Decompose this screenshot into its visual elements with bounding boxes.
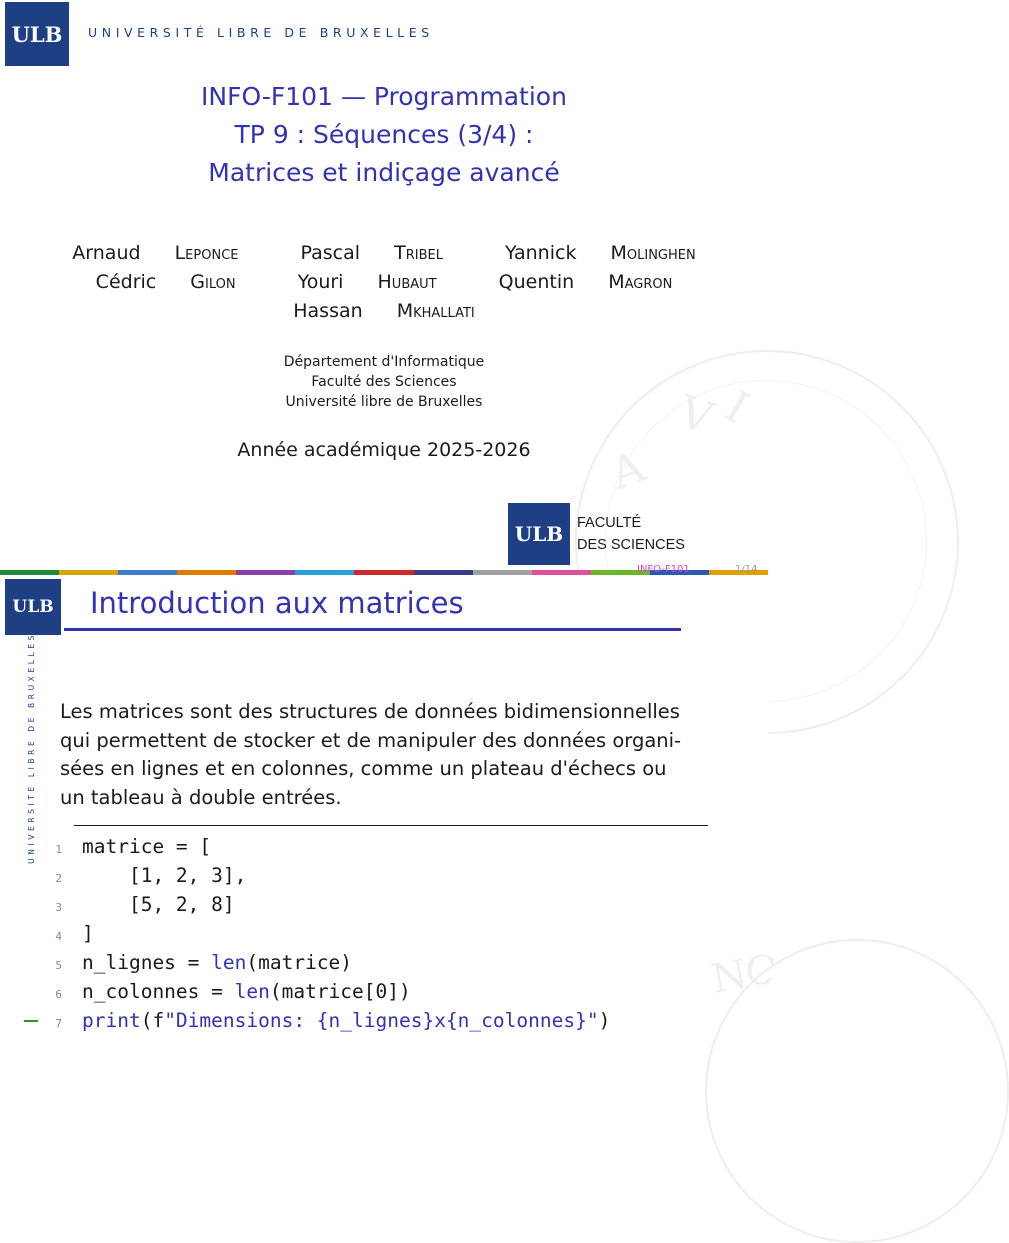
author: Cédric Gilon: [95, 271, 236, 293]
color-bar-segment: [236, 570, 295, 575]
color-bar-segment: [295, 570, 354, 575]
color-bar-segment: [473, 570, 532, 575]
color-bar-segment: [0, 570, 59, 575]
paragraph-line: sées en lignes et en colonnes, comme un plateau d'échecs ou: [60, 757, 667, 780]
author: Arnaud Leponce: [72, 242, 239, 264]
faculty-name-line: FACULTÉ: [577, 515, 642, 531]
title-line-topic: Matrices et indiçage avancé: [208, 158, 560, 187]
ulb-logo: ULB: [5, 2, 69, 66]
code-line: 7 print(f"Dimensions: {n_lignes}x{n_colonnes}"): [55, 1009, 611, 1032]
seal-letter: N: [708, 951, 751, 1003]
academic-year: Année académique 2025-2026: [237, 439, 531, 461]
faculty-line: Faculté des Sciences: [311, 374, 457, 390]
author: Pascal Tribel: [300, 242, 443, 264]
university-name: UNIVERSITÉ LIBRE DE BRUXELLES: [88, 25, 434, 40]
code-line: 4 ]: [55, 922, 94, 945]
color-bar-segment: [118, 570, 177, 575]
code-line: 5 n_lignes = len(matrice): [55, 951, 353, 974]
title-line-course: INFO-F101 — Programmation: [201, 82, 567, 111]
slide-title: [0, 78, 768, 192]
paragraph-line: un tableau à double entrées.: [60, 785, 342, 809]
author: Yannick Molinghen: [505, 242, 696, 264]
page-number: 1/14: [735, 564, 758, 575]
department-info: [0, 352, 768, 412]
code-line: 2 [1, 2, 3],: [55, 864, 247, 887]
ulb-logo: ULB: [5, 579, 61, 635]
university-line: Université libre de Bruxelles: [285, 394, 483, 410]
title-line-tp: TP 9 : Séquences (3/4) :: [234, 120, 534, 149]
seal-letter: A: [604, 441, 652, 500]
faculty-logo: ULB: [508, 503, 570, 565]
color-bar-segment: [414, 570, 473, 575]
footer-course: INFO-F101: [637, 564, 690, 575]
faculty-name: [577, 512, 685, 556]
color-bar-segment: [532, 570, 591, 575]
navigation-marker: [24, 1020, 38, 1022]
content-slide: [0, 576, 779, 1032]
code-listing: [46, 832, 610, 1035]
author: Youri Hubaut: [297, 271, 437, 293]
code-block-top-rule: [74, 825, 708, 826]
seal-letter: I: [716, 381, 757, 434]
code-line: 6 n_colonnes = len(matrice[0]): [55, 980, 411, 1003]
color-bar-segment: [177, 570, 236, 575]
author-list: [0, 239, 768, 326]
paragraph-line: Les matrices sont des structures de données bidimensionnelles: [60, 700, 680, 723]
frame-title: Introduction aux matrices: [90, 586, 464, 620]
department-line: Département d'Informatique: [283, 354, 485, 370]
university-name-vertical: UNIVERSITÉ LIBRE DE BRUXELLES: [27, 632, 36, 864]
color-bar-segment: [59, 570, 118, 575]
author: Quentin Magron: [498, 271, 673, 293]
seal-letter: V: [672, 386, 719, 445]
author: Hassan Mkhallati: [293, 300, 475, 322]
code-line: 1 matrice = [: [55, 835, 212, 858]
seal-letter: C: [741, 946, 779, 996]
code-line: 3 [5, 2, 8]: [55, 893, 235, 916]
color-bar-segment: [354, 570, 413, 575]
paragraph-line: qui permettent de stocker et de manipuler des données organi-: [60, 728, 682, 752]
faculty-name-line: DES SCIENCES: [577, 537, 685, 553]
title-underline: [64, 628, 681, 631]
intro-paragraph: [60, 698, 720, 812]
title-slide: [0, 0, 768, 576]
